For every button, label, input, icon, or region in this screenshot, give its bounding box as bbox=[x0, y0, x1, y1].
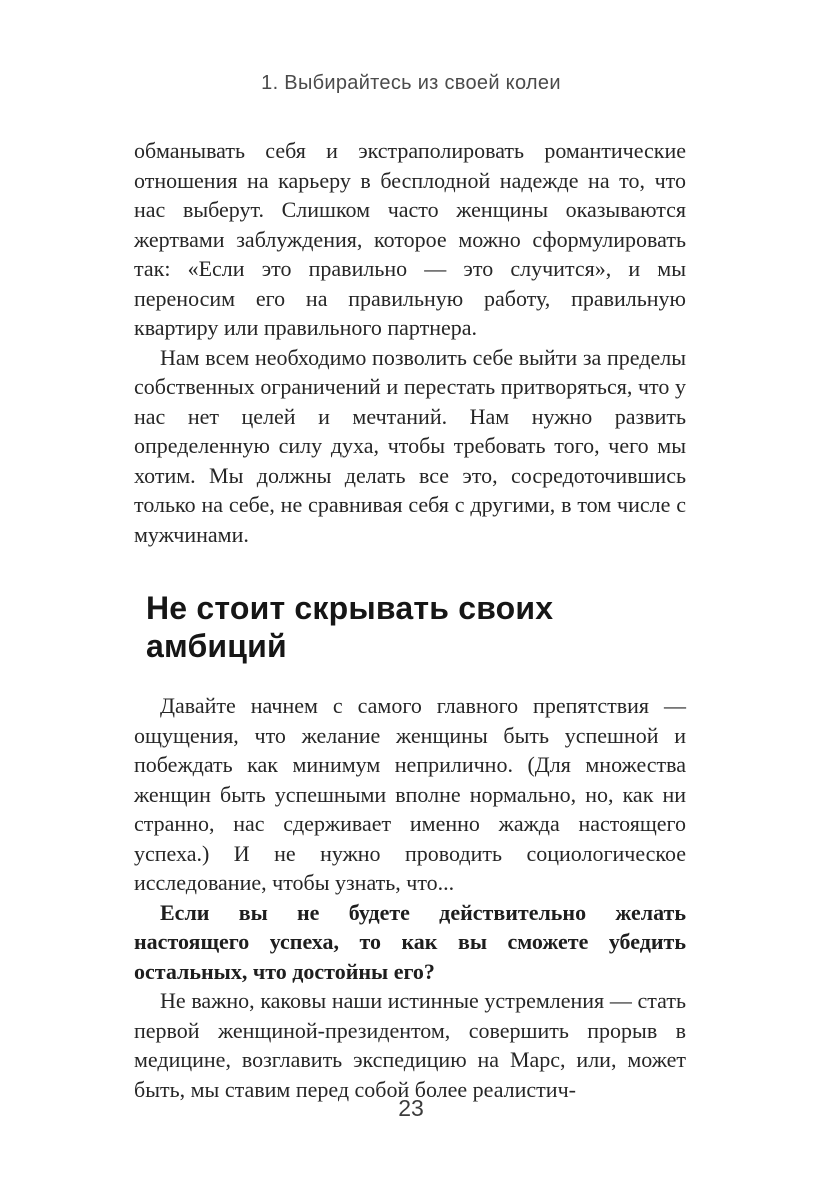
running-head: 1. Выбирайтесь из своей колеи bbox=[261, 72, 561, 94]
paragraph: Нам всем необходимо позволить себе выйти за пределы собственных ограничений и перестать притворяться, что у нас нет целей и мечтаний. Нам нужно развить определенную силу духа, чтобы требовать того, чего мы хотим. Мы должны делать все это, сосредоточившись только на себе, не сравнивая себя с другими, в том числе с мужчинами. bbox=[134, 344, 686, 547]
page-number: 23 bbox=[398, 1095, 424, 1121]
section-heading: Не стоит скрывать своих амбиций bbox=[146, 590, 554, 664]
paragraph: Если вы не будете действительно желать настоящего успеха, то как вы сможете убедить остальных, что достойны его? bbox=[134, 899, 686, 984]
text-block bbox=[134, 136, 686, 1104]
paragraph: обманывать себя и экстраполировать романтические отношения на карьеру в бесплодной надежде на то, что нас выберут. Слишком часто женщины оказываются жертвами заблуждения, которое можно сформулировать так: «Если это правильно — это случится», и мы переносим его на правильную работу, правильную квартиру или правильного партнера. bbox=[134, 138, 686, 340]
paragraph: Давайте начнем с самого главного препятствия — ощущения, что желание женщины быть успешной и побеждать как минимум неприлично. (Для множества женщин быть успешными вполне нормально, но, как ни странно, нас сдерживает именно жажда настоящего успеха.) И не нужно проводить социологическое исследование, чтобы узнать, что... bbox=[134, 693, 686, 895]
paragraph: Не важно, каковы наши истинные устремления — стать первой женщиной-президентом, совершить прорыв в медицине, возглавить экспедицию на Марс, или, может быть, мы ставим перед собой более реалистич- bbox=[134, 988, 686, 1102]
